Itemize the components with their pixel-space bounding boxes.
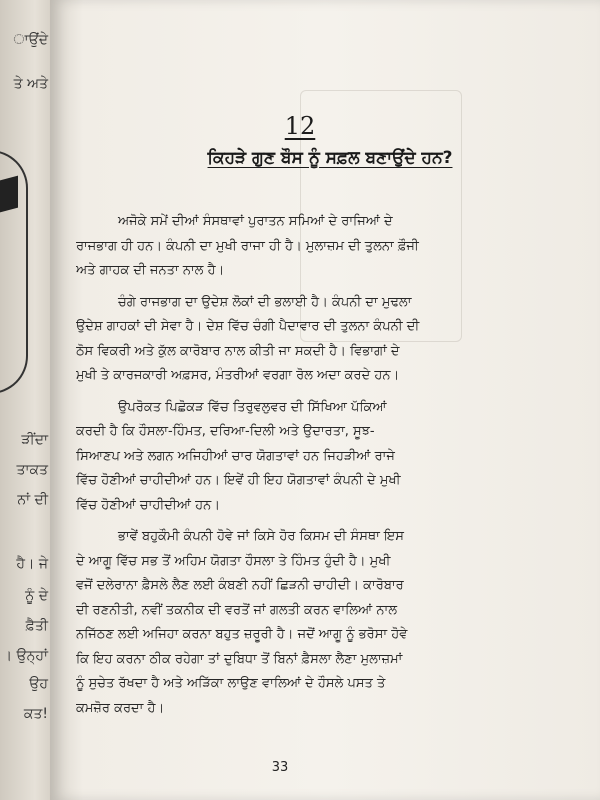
text-line: ਚੰਗੇ ਰਾਜਭਾਗ ਦਾ ਉਦੇਸ਼ ਲੋਕਾਂ ਦੀ ਭਲਾਈ ਹੈ। ਕੰਪਨੀ ਦਾ ਮੁਢਲਾ: [118, 294, 412, 310]
left-page-fragment: ਤੇ ਅਤੇ: [13, 76, 48, 92]
paragraph: [76, 210, 536, 284]
left-page-fragment: ਾਉਂਦੇ: [13, 32, 48, 48]
left-page-illustration-hat: [0, 176, 18, 213]
left-page-fragment: ਤਾਕਤ: [16, 462, 48, 478]
text-line: ਵਜੋਂ ਦਲੇਰਾਨਾ ਫ਼ੈਸਲੇ ਲੈਣ ਲਈ ਕੰਬਣੀ ਨਹੀਂ ਛਿੜਨੀ ਚਾਹੀਦੀ। ਕਾਰੋਬਾਰ: [76, 578, 404, 593]
left-page-fragment: ਨੂੰ ਦੇ: [25, 588, 48, 604]
text-line: ਨਜਿੱਠਣ ਲਈ ਅਜਿਹਾ ਕਰਨਾ ਬਹੁਤ ਜ਼ਰੂਰੀ ਹੈ। ਜਦੋਂ ਆਗੂ ਨੂੰ ਭਰੋਸਾ ਹੋਵੇ: [76, 627, 408, 642]
chapter-number: 12: [284, 112, 316, 140]
text-line: ਸਿਆਣਪ ਅਤੇ ਲਗਨ ਅਜਿਹੀਆਂ ਚਾਰ ਯੋਗਤਾਵਾਂ ਹਨ ਜਿਹੜੀਆਂ ਰਾਜੇ: [76, 448, 395, 464]
text-line: ਅਤੇ ਗਾਹਕ ਦੀ ਜਨਤਾ ਨਾਲ ਹੈ।: [76, 263, 225, 278]
left-page-fragment: ੜੀਂਦਾ: [21, 432, 48, 448]
page-number: 33: [271, 760, 289, 775]
chapter-title: ਕਿਹੜੇ ਗੁਣ ਬੌਸ ਨੂੰ ਸਫ਼ਲ ਬਣਾਉਂਦੇ ਹਨ?: [207, 148, 453, 168]
text-line: ਭਾਵੇਂ ਬਹੁਕੌਮੀ ਕੰਪਨੀ ਹੋਵੇ ਜਾਂ ਕਿਸੇ ਹੋਰ ਕਿਸਮ ਦੀ ਸੰਸਥਾ ਇਸ: [118, 529, 404, 544]
paragraph: [76, 525, 536, 721]
text-line: ਵਿੱਚ ਹੋਣੀਆਂ ਚਾਹੀਦੀਆਂ ਹਨ। ਇਵੇਂ ਹੀ ਇਹ ਯੋਗਤਾਵਾਂ ਕੰਪਨੀ ਦੇ ਮੁਖੀ: [76, 473, 401, 488]
text-line: ਅਜੋਕੇ ਸਮੇਂ ਦੀਆਂ ਸੰਸਥਾਵਾਂ ਪੁਰਾਤਨ ਸਮਿਆਂ ਦੇ ਰਾਜਿਆਂ ਦੇ: [118, 214, 393, 229]
left-page-edge: [0, 0, 50, 800]
text-line: ਕਰਦੀ ਹੈ ਕਿ ਹੌਸਲਾ-ਹਿੰਮਤ, ਦਰਿਆ-ਦਿਲੀ ਅਤੇ ਉਦਾਰਤਾ, ਸੂਝ-: [76, 424, 375, 439]
paragraph: [76, 396, 536, 519]
left-page-fragment: ਹੈ। ਜੇ: [16, 556, 48, 572]
text-line: ਵਿੱਚ ਹੋਣੀਆਂ ਚਾਹੀਦੀਆਂ ਹਨ।: [76, 497, 220, 513]
paragraph: [76, 291, 536, 389]
text-line: ਕਮਜ਼ੋਰ ਕਰਦਾ ਹੈ।: [76, 700, 165, 716]
chapter-body: [76, 210, 536, 728]
left-page-fragment: ਫ਼ੈਤੀ: [25, 618, 48, 634]
text-line: ਦੇ ਆਗੂ ਵਿੱਚ ਸਭ ਤੋਂ ਅਹਿਮ ਯੋਗਤਾ ਹੌਸਲਾ ਤੇ ਹਿੰਮਤ ਹੁੰਦੀ ਹੈ। ਮੁਖੀ: [76, 553, 391, 569]
text-line: ਉਪਰੋਕਤ ਪਿਛੋਕੜ ਵਿੱਚ ਤਿਰੁਵਲੁਵਰ ਦੀ ਸਿੱਖਿਆ ਪੱਕਿਆਂ: [118, 399, 387, 415]
left-page-fragment: ਉਹ: [29, 676, 48, 692]
left-page-fragment: ਨਾਂ ਦੀ: [17, 492, 48, 508]
text-line: ਮੁਖੀ ਤੇ ਕਾਰਜਕਾਰੀ ਅਫ਼ਸਰ, ਮੰਤਰੀਆਂ ਵਰਗਾ ਰੋਲ ਅਦਾ ਕਰਦੇ ਹਨ।: [76, 368, 400, 383]
left-page-fragment: । ਉਨ੍ਹਾਂ: [2, 648, 48, 664]
text-line: ਉਦੇਸ਼ ਗਾਹਕਾਂ ਦੀ ਸੇਵਾ ਹੈ। ਦੇਸ਼ ਵਿੱਚ ਚੰਗੀ ਪੈਦਾਵਾਰ ਦੀ ਤੁਲਨਾ ਕੰਪਨੀ ਦੀ: [76, 319, 420, 334]
text-line: ਠੋਸ ਵਿਕਰੀ ਅਤੇ ਕੁੱਲ ਕਾਰੋਬਾਰ ਨਾਲ ਕੀਤੀ ਜਾ ਸਕਦੀ ਹੈ। ਵਿਭਾਗਾਂ ਦੇ: [76, 343, 400, 359]
text-line: ਦੀ ਰਣਨੀਤੀ, ਨਵੀਂ ਤਕਨੀਕ ਦੀ ਵਰਤੋਂ ਜਾਂ ਗਲਤੀ ਕਰਨ ਵਾਲਿਆਂ ਨਾਲ: [76, 602, 398, 618]
text-line: ਰਾਜਭਾਗ ਹੀ ਹਨ। ਕੰਪਨੀ ਦਾ ਮੁਖੀ ਰਾਜਾ ਹੀ ਹੈ। ਮੁਲਾਜ਼ਮ ਦੀ ਤੁਲਨਾ ਫ਼ੌਜੀ: [76, 238, 419, 254]
text-line: ਨੂੰ ਸੁਚੇਤ ਰੱਖਦਾ ਹੈ ਅਤੇ ਅੜਿੱਕਾ ਲਾਉਣ ਵਾਲਿਆਂ ਦੇ ਹੌਸਲੇ ਪਸਤ ਤੇ: [76, 676, 386, 691]
text-line: ਕਿ ਇਹ ਕਰਨਾ ਠੀਕ ਰਹੇਗਾ ਤਾਂ ਦੁਬਿਧਾ ਤੋਂ ਬਿਨਾਂ ਫ਼ੈਸਲਾ ਲੈਣਾ ਮੁਲਾਜ਼ਮਾਂ: [76, 651, 403, 667]
left-page-fragment: ਕਤ!: [23, 706, 48, 722]
book-page: [50, 0, 600, 800]
